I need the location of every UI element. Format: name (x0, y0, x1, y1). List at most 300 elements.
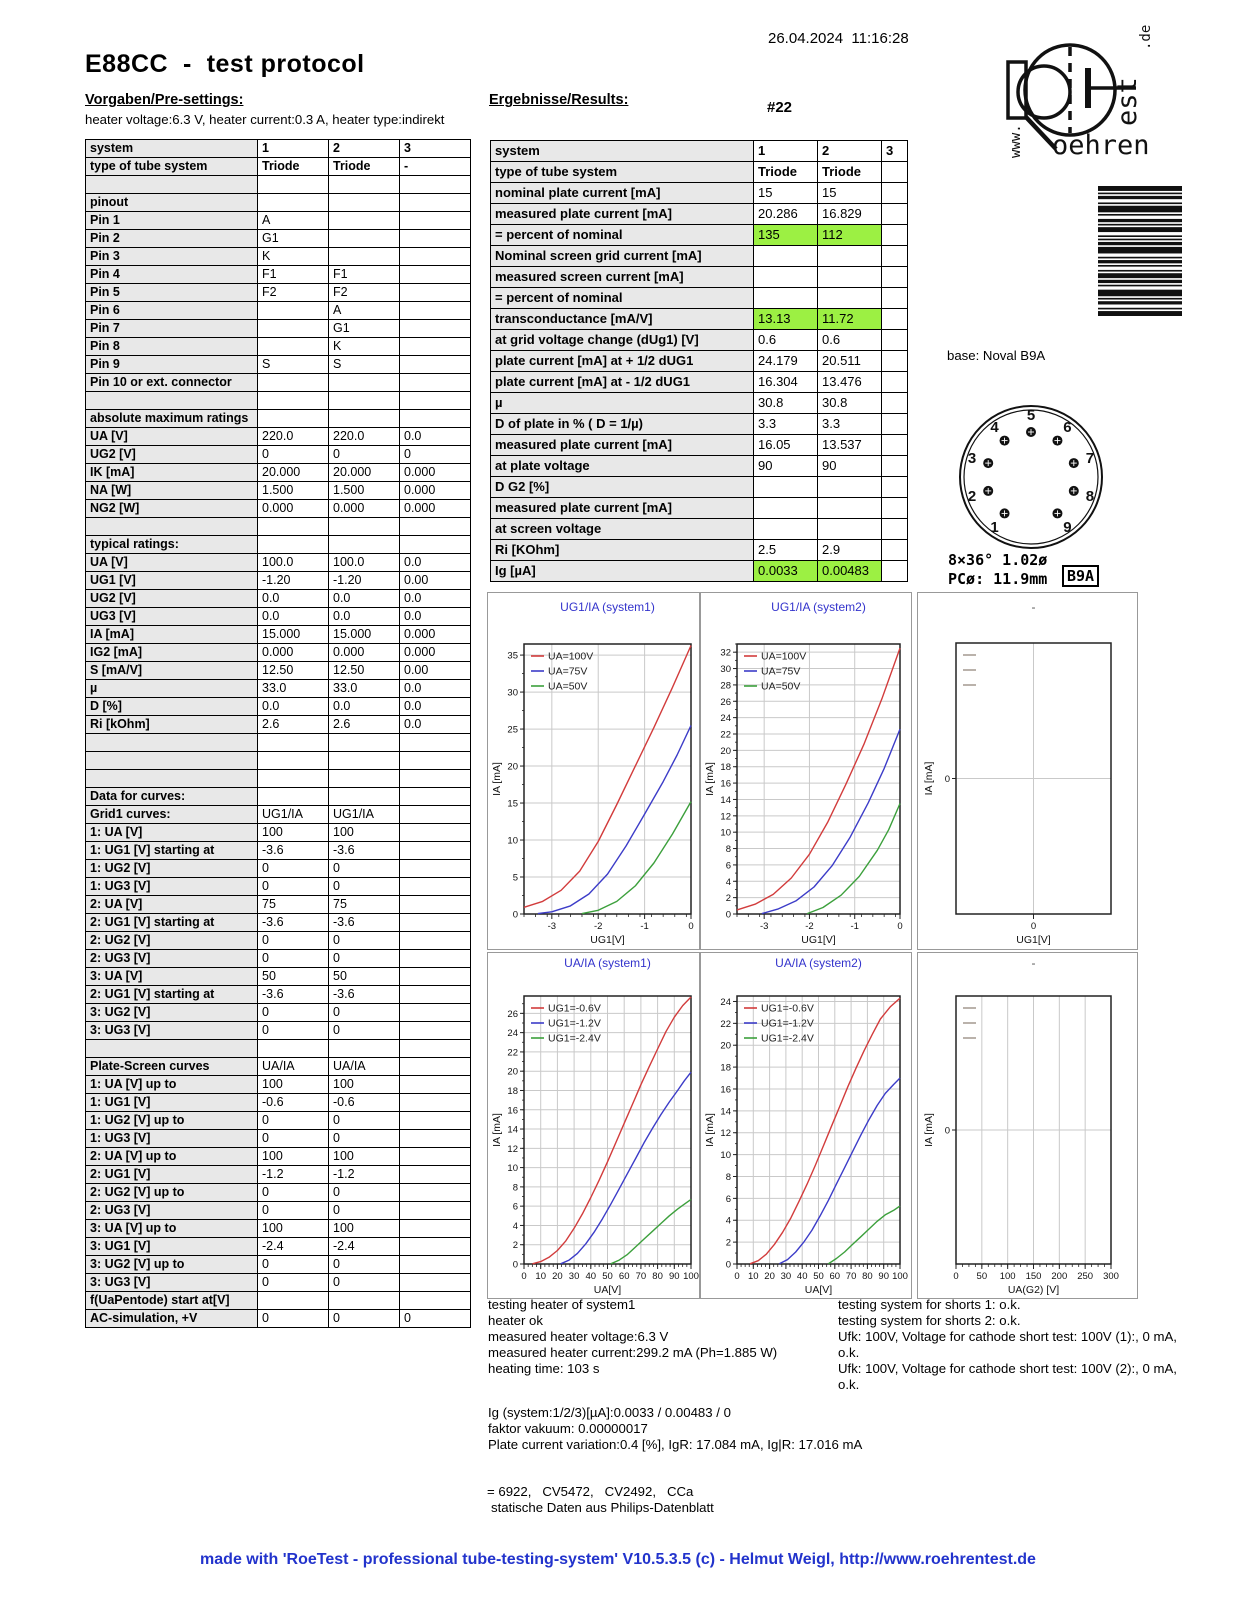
page-title: E88CC - test protocol (85, 50, 365, 78)
note-line: Ig (system:1/2/3)[µA]:0.0033 / 0.00483 / 0 (488, 1405, 731, 1420)
svg-text:0: 0 (512, 909, 518, 921)
cell: F1 (329, 266, 400, 284)
table-row (86, 1112, 471, 1130)
cell (400, 338, 471, 356)
row-label: Pin 5 (86, 284, 258, 302)
table-row (86, 590, 471, 608)
row-label: nominal plate current [mA] (491, 183, 754, 204)
results-table (490, 140, 908, 582)
cell (329, 248, 400, 266)
cell (882, 288, 908, 309)
logo-text-de: .de (1138, 24, 1154, 50)
svg-text:14: 14 (720, 794, 731, 806)
row-label: Ri [kOhm] (86, 716, 258, 734)
cell: Triode (818, 162, 882, 183)
cell (329, 788, 400, 806)
cell: 0 (329, 1004, 400, 1022)
cell (329, 212, 400, 230)
table-row (86, 464, 471, 482)
cell: 100 (329, 1220, 400, 1238)
table-row (86, 1256, 471, 1274)
cell: 0.000 (400, 644, 471, 662)
cell: UA/IA (258, 1058, 329, 1076)
table-row (491, 456, 908, 477)
cell (329, 392, 400, 410)
svg-text:6: 6 (725, 1193, 731, 1205)
tube-logo-graphic (1000, 20, 1160, 162)
svg-text:28: 28 (720, 680, 731, 692)
table-row (86, 374, 471, 392)
table-row (491, 309, 908, 330)
svg-text:10: 10 (720, 1150, 731, 1162)
cell: -0.6 (258, 1094, 329, 1112)
chart-title: UG1/IA (system2) (771, 600, 866, 614)
chart-title: - (1031, 600, 1036, 614)
cell: 12.50 (329, 662, 400, 680)
cell: 90 (754, 456, 818, 477)
table-row (491, 162, 908, 183)
cell: UG1/IA (329, 806, 400, 824)
table-row (86, 230, 471, 248)
row-label: Pin 3 (86, 248, 258, 266)
cell: 0 (329, 446, 400, 464)
cell (400, 212, 471, 230)
cell: 100.0 (329, 554, 400, 572)
cell: S (329, 356, 400, 374)
cell: 0 (258, 950, 329, 968)
table-row (491, 330, 908, 351)
cell (400, 1022, 471, 1040)
cell (400, 932, 471, 950)
table-row (491, 435, 908, 456)
row-label: 3: UG2 [V] up to (86, 1256, 258, 1274)
svg-text:60: 60 (618, 1271, 630, 1282)
cell (400, 968, 471, 986)
row-label: at screen voltage (491, 519, 754, 540)
cell (329, 410, 400, 428)
data-table (490, 140, 908, 582)
row-label: measured plate current [mA] (491, 435, 754, 456)
cell: 0.0 (400, 698, 471, 716)
table-row (86, 1058, 471, 1076)
pin-number: 3 (967, 449, 977, 467)
cell (754, 288, 818, 309)
note-line: faktor vakuum: 0.00000017 (488, 1421, 648, 1436)
cell: 0.0 (400, 590, 471, 608)
svg-text:300: 300 (1103, 1271, 1119, 1282)
row-label: Pin 9 (86, 356, 258, 374)
table-row (491, 519, 908, 540)
cell: 0 (329, 1310, 400, 1328)
row-label: NA [W] (86, 482, 258, 500)
cell (329, 194, 400, 212)
cell (882, 456, 908, 477)
cell (754, 519, 818, 540)
cell (400, 1238, 471, 1256)
logo-plate-bar (1085, 68, 1091, 108)
cell (400, 1274, 471, 1292)
table-row (86, 806, 471, 824)
cell: -3.6 (258, 914, 329, 932)
svg-text:2: 2 (512, 1240, 518, 1252)
row-label: at grid voltage change (dUg1) [V] (491, 330, 754, 351)
row-label: Ri [KOhm] (491, 540, 754, 561)
table-row (86, 896, 471, 914)
cell: 2.6 (258, 716, 329, 734)
table-row (86, 1238, 471, 1256)
svg-text:14: 14 (720, 1106, 731, 1118)
cell (258, 1292, 329, 1310)
cell: 0 (329, 1274, 400, 1292)
cell: 1 (258, 140, 329, 158)
cell (882, 246, 908, 267)
chart-ug1-ia-system1 (487, 592, 700, 950)
cell: -1.20 (258, 572, 329, 590)
legend-label: UA=50V (761, 680, 801, 693)
table-row (86, 608, 471, 626)
table-row (86, 860, 471, 878)
row-label: 1: UG1 [V] (86, 1094, 258, 1112)
timestamp: 26.04.2024 11:16:28 (768, 30, 909, 47)
row-label: 2: UG1 [V] starting at (86, 986, 258, 1004)
table-row (491, 288, 908, 309)
svg-text:20: 20 (720, 1040, 731, 1052)
svg-text:-1: -1 (850, 921, 859, 932)
roehrentest-link[interactable]: made with 'RoeTest - professional tube-testing-system' V10.5.3.5 (c) - Helmut Weigl, http://www.roehrentest.de (200, 1551, 1036, 1568)
cell: 0 (329, 1022, 400, 1040)
cell (329, 752, 400, 770)
cell: 0.0 (258, 698, 329, 716)
row-label: 2: UG1 [V] (86, 1166, 258, 1184)
cell: 30.8 (754, 393, 818, 414)
row-label: UA [V] (86, 554, 258, 572)
cell (329, 734, 400, 752)
row-label: Nominal screen grid current [mA] (491, 246, 754, 267)
row-label: 1: UG2 [V] (86, 860, 258, 878)
cell (882, 561, 908, 582)
row-label: pinout (86, 194, 258, 212)
cell (400, 518, 471, 536)
svg-text:10: 10 (748, 1271, 759, 1282)
cell: -1.20 (329, 572, 400, 590)
cell: 0.6 (818, 330, 882, 351)
row-label: Pin 7 (86, 320, 258, 338)
cell (754, 246, 818, 267)
cell (400, 986, 471, 1004)
svg-text:40: 40 (796, 1271, 808, 1282)
cell: 2.6 (329, 716, 400, 734)
cell: UA/IA (329, 1058, 400, 1076)
cell (258, 752, 329, 770)
cell (400, 842, 471, 860)
cell (882, 435, 908, 456)
tube-base-diagram (945, 398, 1145, 563)
data-table (85, 139, 471, 1328)
cell (882, 267, 908, 288)
row-label: system (491, 141, 754, 162)
cell (400, 536, 471, 554)
table-row (86, 1220, 471, 1238)
cell: 0 (400, 1310, 471, 1328)
cell: 33.0 (329, 680, 400, 698)
cell: 3 (400, 140, 471, 158)
table-row (86, 212, 471, 230)
row-label: 1: UG3 [V] (86, 1130, 258, 1148)
tube-serial-number: #22 (767, 99, 793, 116)
table-row (86, 824, 471, 842)
note-line: heating time: 103 s (488, 1361, 600, 1376)
cell: 1 (754, 141, 818, 162)
svg-text:60: 60 (829, 1271, 841, 1282)
base-dimension-line1: 8×36° 1.02ø (948, 551, 1048, 569)
cell: 0 (258, 1202, 329, 1220)
cell: 100.0 (258, 554, 329, 572)
legend-label: UA=100V (761, 650, 807, 663)
table-row (86, 986, 471, 1004)
cell: G1 (329, 320, 400, 338)
cell: 0.000 (400, 482, 471, 500)
legend-label: UG1=-1.2V (548, 1017, 601, 1030)
table-row (86, 410, 471, 428)
svg-text:8: 8 (725, 1171, 731, 1183)
cell (258, 770, 329, 788)
cell (400, 1112, 471, 1130)
row-label: 3: UG3 [V] (86, 1022, 258, 1040)
table-row (86, 1274, 471, 1292)
row-label: 3: UG1 [V] (86, 1238, 258, 1256)
legend-label: UA=75V (761, 665, 801, 678)
note-line: measured heater voltage:6.3 V (488, 1329, 669, 1344)
svg-text:18: 18 (720, 762, 731, 774)
table-row (86, 284, 471, 302)
cell (818, 498, 882, 519)
cell: 0.0 (258, 608, 329, 626)
y-axis-label: IA [mA] (704, 1113, 716, 1147)
table-row (86, 770, 471, 788)
table-row (86, 1202, 471, 1220)
row-label: 2: UA [V] (86, 896, 258, 914)
cell: 100 (258, 824, 329, 842)
row-label: D G2 [%] (491, 477, 754, 498)
row-label: = percent of nominal (491, 225, 754, 246)
legend-label: UG1=-1.2V (761, 1017, 814, 1030)
svg-text:8: 8 (512, 1182, 518, 1194)
svg-text:50: 50 (976, 1271, 988, 1282)
presettings-heading: Vorgaben/Pre-settings: (85, 92, 244, 108)
cell (882, 540, 908, 561)
pin-number: 4 (990, 418, 999, 436)
table-row (86, 1004, 471, 1022)
cell (818, 519, 882, 540)
svg-text:12: 12 (720, 1128, 731, 1140)
cell (400, 320, 471, 338)
cell (258, 518, 329, 536)
cell (258, 1040, 329, 1058)
chart-title: UA/IA (system2) (775, 956, 862, 970)
svg-text:80: 80 (862, 1271, 873, 1282)
row-label: measured plate current [mA] (491, 204, 754, 225)
cell: 16.304 (754, 372, 818, 393)
cell (400, 788, 471, 806)
cell: 100 (329, 1148, 400, 1166)
cell (329, 374, 400, 392)
cell (882, 477, 908, 498)
chart-title: UA/IA (system1) (564, 956, 651, 970)
row-label: D of plate in % ( D = 1/µ) (491, 414, 754, 435)
row-label: AC-simulation, +V (86, 1310, 258, 1328)
svg-text:22: 22 (720, 729, 731, 741)
legend-label: UG1=-2.4V (761, 1032, 814, 1045)
cell: 15 (754, 183, 818, 204)
table-row (491, 267, 908, 288)
row-label: µ (86, 680, 258, 698)
cell: UG1/IA (258, 806, 329, 824)
barcode (1098, 186, 1182, 316)
cell (754, 477, 818, 498)
logo-text-oehren: oehren (1052, 130, 1150, 161)
row-label (86, 734, 258, 752)
cell: 13.537 (818, 435, 882, 456)
table-row (86, 1040, 471, 1058)
svg-text:12: 12 (507, 1143, 518, 1155)
table-row (86, 266, 471, 284)
cell: 0 (258, 878, 329, 896)
row-label: Ig [µA] (491, 561, 754, 582)
svg-text:22: 22 (507, 1047, 518, 1059)
cell (400, 1202, 471, 1220)
table-row (86, 950, 471, 968)
cell (882, 183, 908, 204)
cell: 0.0 (329, 698, 400, 716)
row-label: 3: UG3 [V] (86, 1274, 258, 1292)
row-label: 2: UG2 [V] (86, 932, 258, 950)
table-row (491, 561, 908, 582)
cell: 220.0 (329, 428, 400, 446)
svg-text:70: 70 (635, 1271, 647, 1282)
svg-text:20: 20 (720, 745, 731, 757)
svg-text:16: 16 (720, 778, 731, 790)
note-line: testing system for shorts 2: o.k. (838, 1313, 1021, 1328)
cell (400, 302, 471, 320)
cell: 20.000 (329, 464, 400, 482)
cell: A (258, 212, 329, 230)
cell: 0.0 (329, 608, 400, 626)
cell: 0.000 (329, 644, 400, 662)
x-axis-label: UA[V] (804, 1284, 833, 1296)
cell: K (329, 338, 400, 356)
row-label (86, 770, 258, 788)
y-axis-label: IA [mA] (491, 762, 503, 796)
cell (818, 477, 882, 498)
cell (258, 194, 329, 212)
table-row (86, 428, 471, 446)
grid-current-notes (488, 1405, 862, 1453)
svg-text:24: 24 (720, 996, 731, 1008)
svg-text:16: 16 (720, 1084, 731, 1096)
row-label: = percent of nominal (491, 288, 754, 309)
note-line: Plate current variation:0.4 [%], IgR: 17.084 mA, Ig|R: 17.016 mA (488, 1437, 863, 1452)
table-row (491, 141, 908, 162)
row-label: IG2 [mA] (86, 644, 258, 662)
cell (400, 356, 471, 374)
cell (882, 204, 908, 225)
table-row (86, 1022, 471, 1040)
svg-text:50: 50 (813, 1271, 824, 1282)
cell (754, 498, 818, 519)
cell: 50 (258, 968, 329, 986)
cell (882, 414, 908, 435)
svg-text:24: 24 (507, 1028, 518, 1040)
table-row (86, 320, 471, 338)
x-axis-label: UG1[V] (1016, 934, 1051, 946)
row-label: IK [mA] (86, 464, 258, 482)
table-row (86, 338, 471, 356)
cell: 75 (258, 896, 329, 914)
equivalent-types-line: = 6922, CV5472, CV2492, CCa (487, 1484, 694, 1499)
cell (400, 1220, 471, 1238)
cell: -2.4 (329, 1238, 400, 1256)
cell (882, 498, 908, 519)
legend-label: UG1=-2.4V (548, 1032, 601, 1045)
table-row (491, 246, 908, 267)
cell (400, 734, 471, 752)
cell (818, 267, 882, 288)
svg-text:100: 100 (683, 1271, 699, 1282)
legend-label: UA=50V (548, 680, 588, 693)
logo-text-www: www. (1008, 124, 1024, 158)
table-row (86, 194, 471, 212)
svg-text:0: 0 (725, 1259, 731, 1271)
cell: 0.0 (258, 590, 329, 608)
cell: 0 (258, 860, 329, 878)
cell (329, 770, 400, 788)
cell: 20.286 (754, 204, 818, 225)
svg-text:4: 4 (725, 876, 731, 888)
svg-text:6: 6 (512, 1201, 518, 1213)
cell (400, 914, 471, 932)
cell: 0 (258, 1184, 329, 1202)
cell: 135 (754, 225, 818, 246)
svg-text:10: 10 (720, 827, 731, 839)
base-label: base: Noval B9A (947, 348, 1046, 363)
row-label: 1: UG2 [V] up to (86, 1112, 258, 1130)
table-row (86, 248, 471, 266)
svg-text:10: 10 (507, 835, 518, 847)
row-label: Pin 4 (86, 266, 258, 284)
row-label: UG1 [V] (86, 572, 258, 590)
svg-text:18: 18 (507, 1085, 518, 1097)
table-row (86, 1148, 471, 1166)
cell (882, 162, 908, 183)
cell: 15 (818, 183, 882, 204)
y-axis-label: IA [mA] (491, 1113, 503, 1147)
chart-ug1-ia-system2 (700, 592, 912, 950)
row-label: measured screen current [mA] (491, 267, 754, 288)
row-label (86, 518, 258, 536)
cell (329, 518, 400, 536)
chart-ua-ia-system1 (487, 952, 700, 1299)
cell: 0 (258, 1004, 329, 1022)
svg-text:100: 100 (999, 1271, 1016, 1282)
cell: 0.000 (400, 464, 471, 482)
cell (258, 338, 329, 356)
row-label: Pin 1 (86, 212, 258, 230)
row-label (86, 392, 258, 410)
cell: 24.179 (754, 351, 818, 372)
row-label: at plate voltage (491, 456, 754, 477)
svg-text:16: 16 (507, 1105, 518, 1117)
cell (400, 230, 471, 248)
